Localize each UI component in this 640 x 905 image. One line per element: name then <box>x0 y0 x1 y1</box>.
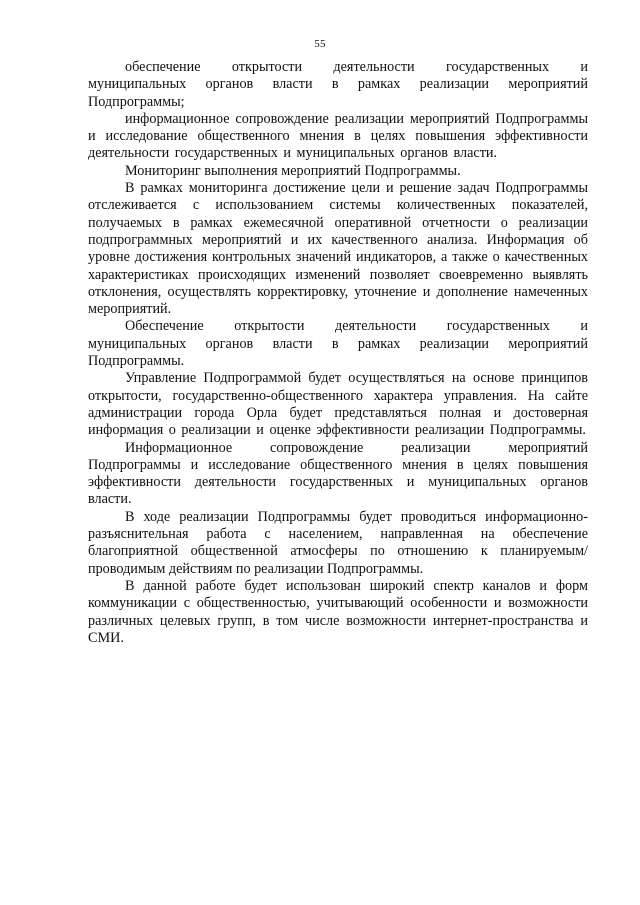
page-number: 55 <box>314 38 326 50</box>
paragraph: В ходе реализации Подпрограммы будет проводиться информационно-разъяснительная работа с населением, направленная на обеспечение благоприятной общественной атмосферы по отношению к планируемым/проводимым действиям по реализации Подпрограммы. <box>88 508 588 577</box>
paragraph: Обеспечение открытости деятельности государственных и муниципальных органов власти в рамках реализации мероприятий Подпрограммы. <box>88 318 588 370</box>
paragraph: Мониторинг выполнения мероприятий Подпрограммы. <box>125 162 461 179</box>
paragraph: Управление Подпрограммой будет осуществляться на основе принципов открытости, государственно-общественного характера управления. На сайте администрации города Орла будет представляться полная и достоверная информация о реализации и оценке эффективности реализации Подпрограммы. <box>88 370 588 439</box>
paragraph: В рамках мониторинга достижение цели и решение задач Подпрограммы отслеживается с использованием системы количественных показателей, получаемых в рамках ежемесячной оперативной отчетности о реализации подпрограммных мероприятий и их качественного анализа. Информация об уровне достижения контрольных значений индикаторов, а также о качественных характеристиках происходящих изменений позволяет своевременно выявлять отклонения, осуществлять корректировку, уточнение и дополнение намеченных мероприятий. <box>88 180 588 318</box>
paragraph: В данной работе будет использован широкий спектр каналов и форм коммуникации с общественностью, учитывающий особенности и возможности различных целевых групп, в том числе возможности интернет-пространства и СМИ. <box>88 577 588 646</box>
document-body <box>88 59 588 647</box>
paragraph: обеспечение открытости деятельности государственных и муниципальных органов власти в рамках реализации мероприятий Подпрограммы; <box>88 59 588 110</box>
paragraph: информационное сопровождение реализации мероприятий Подпрограммы и исследование общественного мнения в целях повышения эффективности деятельности государственных и муниципальных органов власти. <box>88 110 588 162</box>
paragraph: Информационное сопровождение реализации мероприятий Подпрограммы и исследование общественного мнения в целях повышения эффективности деятельности государственных и муниципальных органов власти. <box>88 439 588 508</box>
